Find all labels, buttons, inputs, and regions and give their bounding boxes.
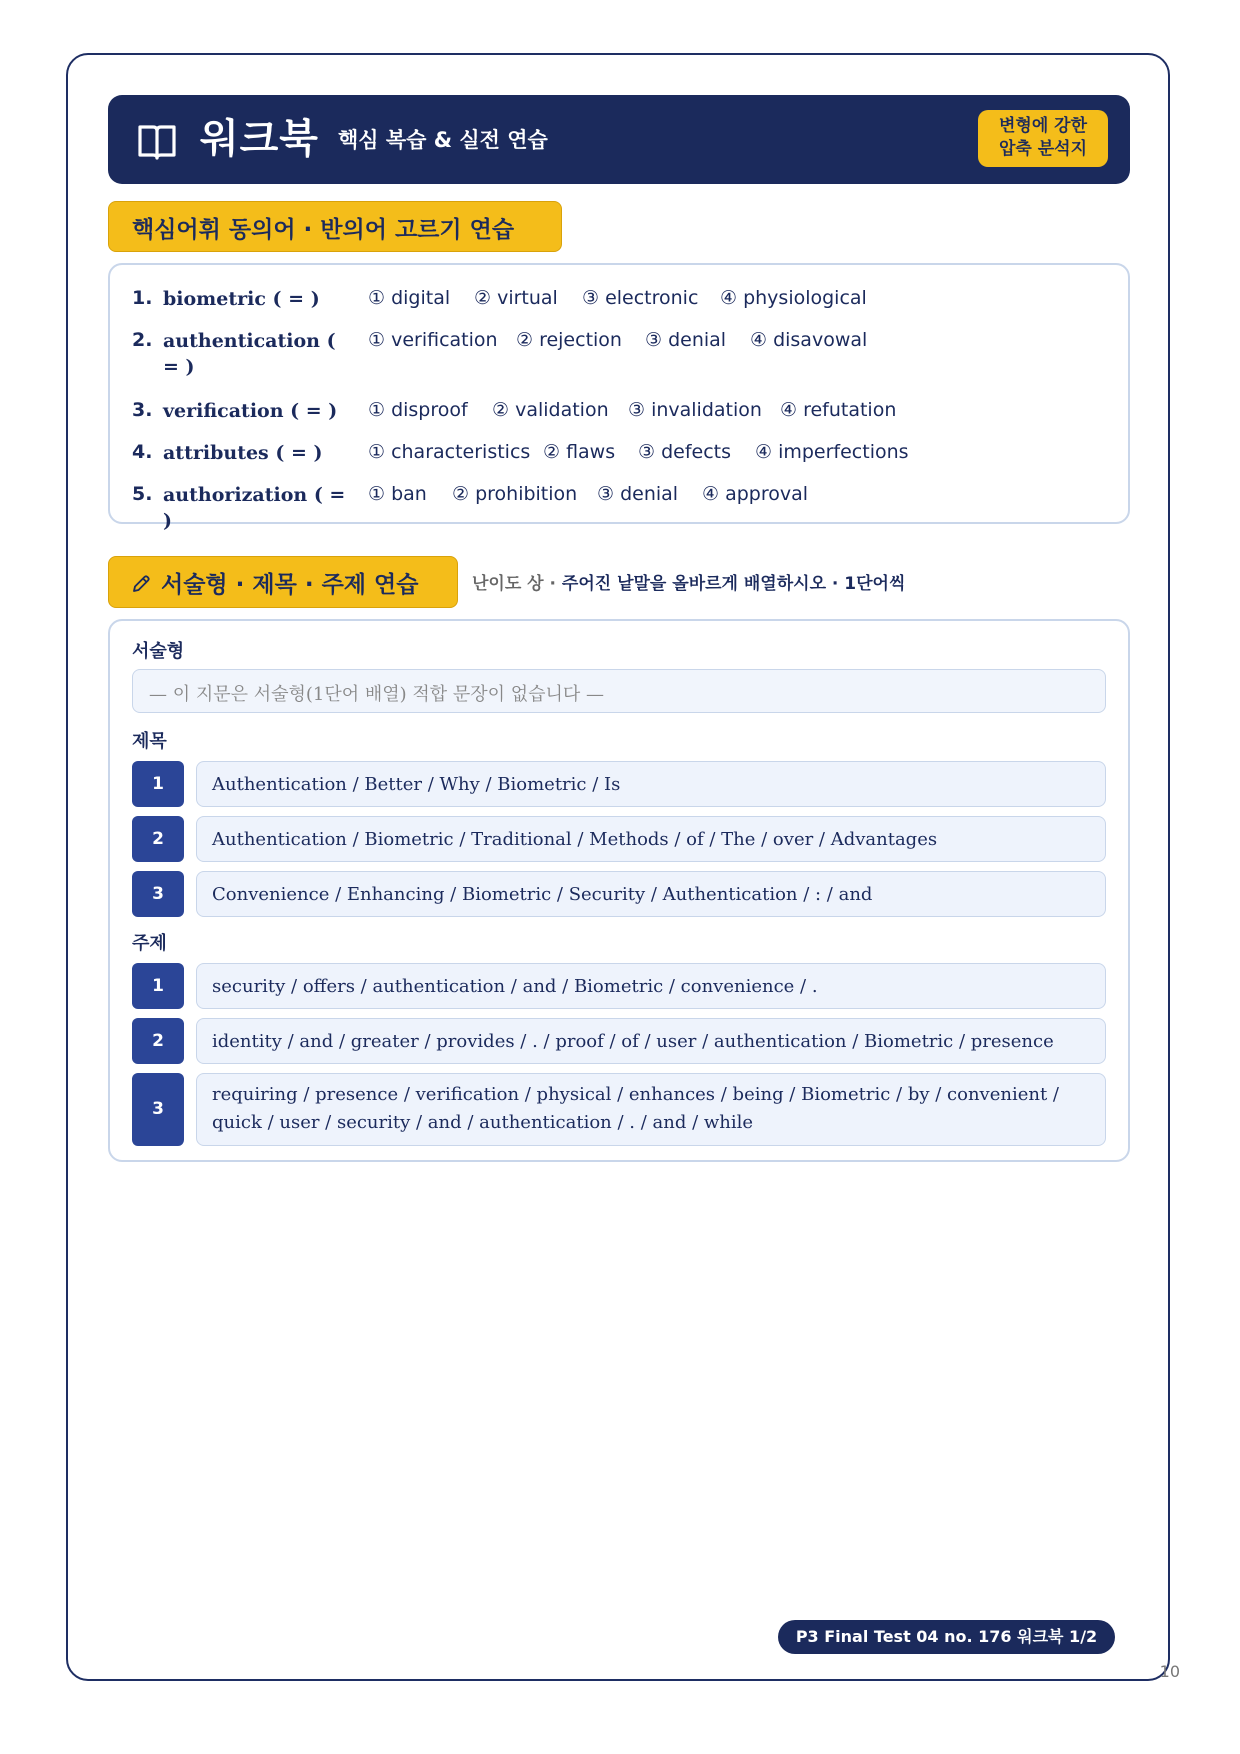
question-number: 5. <box>132 483 153 505</box>
option-3[interactable]: ③ denial <box>645 329 727 351</box>
instruction-text: 주어진 낱말을 올바르게 배열하시오 · 1단어씩 <box>561 574 906 594</box>
option-2[interactable]: ② virtual <box>474 287 558 309</box>
title-row-number-2: 2 <box>132 816 184 862</box>
title-label: 제목 <box>132 731 167 752</box>
option-2[interactable]: ② prohibition <box>452 483 578 505</box>
option-1[interactable]: ① ban <box>368 483 427 505</box>
option-1[interactable]: ① disproof <box>368 399 468 421</box>
badge-line-2: 압축 분석지 <box>998 139 1088 159</box>
essay-label: 서술형 <box>132 641 185 662</box>
topic-row-1[interactable]: security / offers / authentication / and / Biometric / convenience / . <box>196 963 1106 1009</box>
pencil-icon <box>131 574 151 594</box>
option-1[interactable]: ① digital <box>368 287 451 309</box>
topic-row-2[interactable]: identity / and / greater / provides / . / proof / of / user / authentication / Biometric / presence <box>196 1018 1106 1064</box>
topic-row-number-2: 2 <box>132 1018 184 1064</box>
vocab-question-box <box>108 263 1130 532</box>
option-1[interactable]: ① characteristics <box>368 441 531 463</box>
header-banner <box>108 95 1130 184</box>
topic-row-number-3: 3 <box>132 1073 184 1146</box>
question-number: 3. <box>132 399 153 421</box>
question-number: 1. <box>132 287 153 309</box>
topic-row-3[interactable]: requiring / presence / verification / physical / enhances / being / Biometric / by / convenient / quick / user / security / and / authentication / . / and / while <box>196 1073 1106 1146</box>
writing-section-title-text: 서술형 · 제목 · 주제 연습 <box>161 572 419 598</box>
badge-line-1: 변형에 강한 <box>998 116 1088 136</box>
footer-label: P3 Final Test 04 no. 176 워크북 1/2 <box>778 1620 1115 1654</box>
page-number: 10 <box>1159 1662 1180 1681</box>
essay-empty-field: — 이 지문은 서술형(1단어 배열) 적합 문장이 없습니다 — <box>132 669 1106 713</box>
topic-row-number-1: 1 <box>132 963 184 1009</box>
question-number: 2. <box>132 329 153 351</box>
option-4[interactable]: ④ disavowal <box>750 329 868 351</box>
title-row-3[interactable]: Convenience / Enhancing / Biometric / Security / Authentication / : / and <box>196 871 1106 917</box>
writing-instruction <box>472 569 905 594</box>
title-row-number-1: 1 <box>132 761 184 807</box>
difficulty-label: 난이도 상 · <box>472 574 562 594</box>
question-word: authentication ( = ) <box>163 330 336 378</box>
option-3[interactable]: ③ denial <box>597 483 679 505</box>
option-2[interactable]: ② validation <box>492 399 609 421</box>
question-word: attributes ( = ) <box>163 442 323 464</box>
option-4[interactable]: ④ physiological <box>720 287 867 309</box>
option-3[interactable]: ③ electronic <box>582 287 699 309</box>
option-3[interactable]: ③ defects <box>638 441 731 463</box>
option-2[interactable]: ② flaws <box>543 441 616 463</box>
option-4[interactable]: ④ approval <box>702 483 809 505</box>
page-subtitle: 핵심 복습 & 실전 연습 <box>338 128 548 152</box>
book-icon <box>136 119 178 161</box>
writing-section-title <box>108 556 458 608</box>
title-row-number-3: 3 <box>132 871 184 917</box>
writing-practice-box <box>108 619 1130 1162</box>
question-word: verification ( = ) <box>163 400 338 422</box>
question-word: biometric ( = ) <box>163 288 320 310</box>
option-4[interactable]: ④ refutation <box>780 399 897 421</box>
option-4[interactable]: ④ imperfections <box>755 441 909 463</box>
type-badge <box>978 110 1108 167</box>
option-2[interactable]: ② rejection <box>516 329 622 351</box>
option-3[interactable]: ③ invalidation <box>628 399 762 421</box>
question-number: 4. <box>132 441 153 463</box>
question-word: authorization ( = ) <box>163 484 346 532</box>
option-1[interactable]: ① verification <box>368 329 498 351</box>
page-title: 워크북 <box>200 116 319 162</box>
title-row-1[interactable]: Authentication / Better / Why / Biometric / Is <box>196 761 1106 807</box>
vocab-section-title: 핵심어휘 동의어 · 반의어 고르기 연습 <box>108 201 562 252</box>
title-row-2[interactable]: Authentication / Biometric / Traditional / Methods / of / The / over / Advantages <box>196 816 1106 862</box>
topic-label: 주제 <box>132 933 167 954</box>
